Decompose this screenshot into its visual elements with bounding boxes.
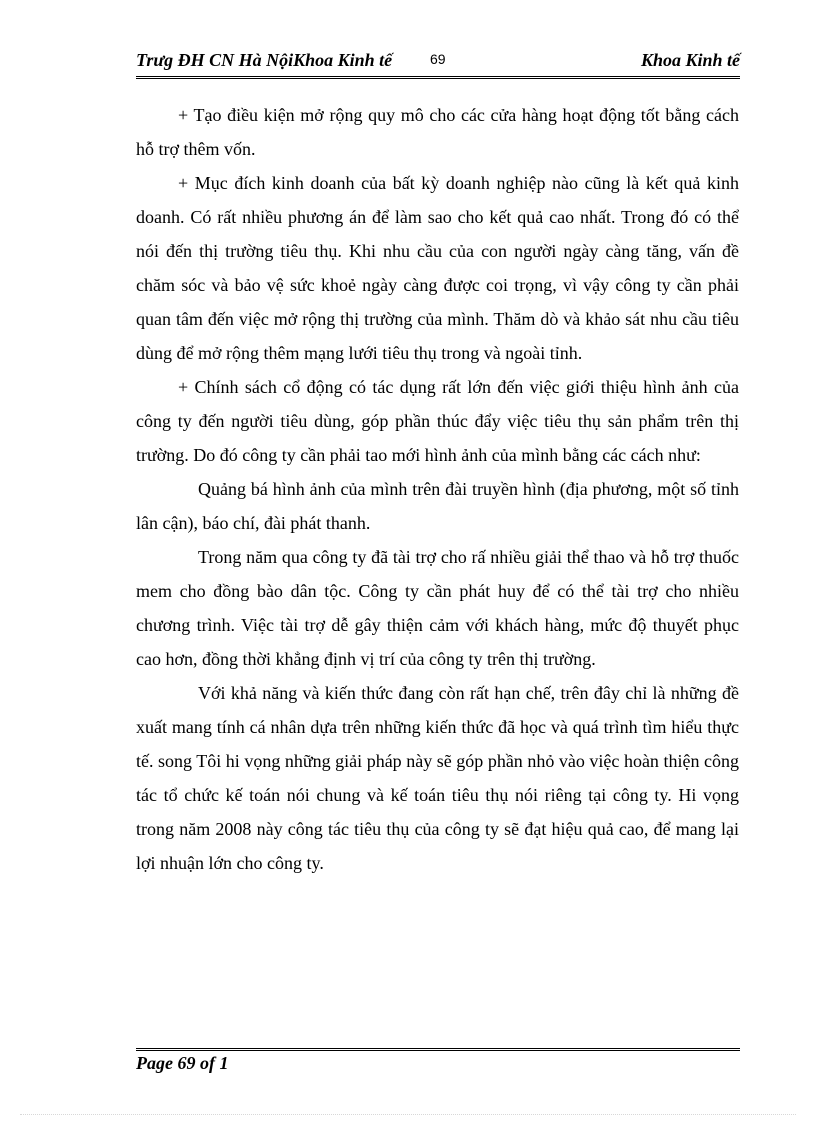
paragraph-expand-stores: + Tạo điều kiện mở rộng quy mô cho các cửa hàng hoạt động tốt bằng cách hỗ trợ thêm vốn.	[136, 105, 739, 159]
paragraph-market-expansion: + Mục đích kinh doanh của bất kỳ doanh nghiệp nào cũng là kết quả kinh doanh. Có rất nhiều phương án để làm sao cho kết quả cao nhất. Trong đó có thể nói đến thị trường tiêu thụ. Khi nhu cầu của con người ngày càng tăng, vấn đề chăm sóc và bảo vệ sức khoẻ ngày càng được coi trọng, vì vậy công ty cần phải quan tâm đến việc mở rộng thị trường của mình. Thăm dò và khảo sát nhu cầu tiêu dùng để mở rộng thêm mạng lưới tiêu thụ trong và ngoài tỉnh.	[136, 173, 739, 363]
header-page-number: 69	[430, 51, 446, 67]
paragraph-sponsorship: Trong năm qua công ty đã tài trợ cho rấ nhiều giải thể thao và hỗ trợ thuốc mem cho đồng bào dân tộc. Công ty cần phát huy để có thể tài trợ cho nhiều chương trình. Việc tài trợ dễ gây thiện cảm với khách hàng, mức độ thuyết phục cao hơn, đồng thời khẳng định vị trí của công ty trên thị trường.	[136, 547, 739, 669]
paragraph-conclusion: Với khả năng và kiến thức đang còn rất hạn chế, trên đây chỉ là những đề xuất mang tính cá nhân dựa trên những kiến thức đã học và quá trình tìm hiểu thực tế. song Tôi hi vọng những giải pháp này sẽ góp phần nhỏ vào việc hoàn thiện công tác tổ chức kế toán nói chung và kế toán tiêu thụ nói riêng tại công ty. Hi vọng trong năm 2008 này công tác tiêu thụ của công ty sẽ đạt hiệu quả cao, để mang lại lợi nhuận lớn cho công ty.	[136, 683, 739, 873]
footer-divider	[136, 1048, 740, 1051]
header-school-name: Trưg ĐH CN Hà NộiKhoa Kinh tế	[136, 50, 393, 70]
paragraph-promotion-policy: + Chính sách cổ động có tác dụng rất lớn đến việc giới thiệu hình ảnh của công ty đến người tiêu dùng, góp phần thúc đẩy việc tiêu thụ sản phẩm trên thị trường. Do đó công ty cần phải tao mới hình ảnh của mình bằng các cách như:	[136, 377, 739, 465]
header-faculty-name: Khoa Kinh tế	[640, 50, 740, 70]
paragraph-advertising: Quảng bá hình ảnh của mình trên đài truyền hình (địa phương, một số tỉnh lân cận), báo chí, đài phát thanh.	[136, 479, 739, 533]
page-bottom-edge	[20, 1114, 796, 1115]
page-footer: Page 69 of 1	[136, 1053, 229, 1073]
body-content	[136, 98, 739, 880]
page-header	[136, 46, 740, 76]
header-divider	[136, 76, 740, 79]
